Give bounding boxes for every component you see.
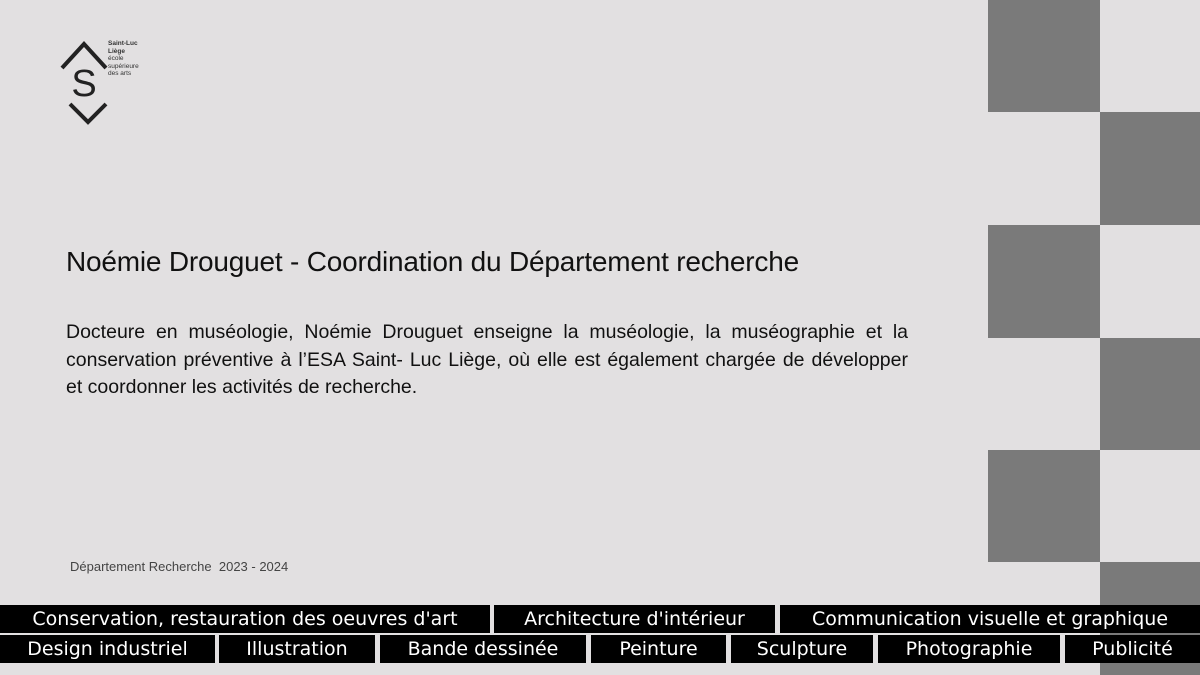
saint-luc-logo-icon (58, 40, 108, 128)
department-tag: Architecture d'intérieur (494, 605, 775, 633)
department-tag: Illustration (219, 635, 375, 663)
logo-city: Liège (108, 47, 125, 55)
department-tag: Sculpture (731, 635, 873, 663)
logo-line3: des arts (108, 70, 132, 77)
logo-wordmark (108, 40, 139, 78)
school-logo (58, 40, 168, 128)
logo-name: Saint-Luc (108, 40, 138, 47)
department-tag: Peinture (591, 635, 726, 663)
checker-square (1100, 338, 1200, 450)
logo-line2: supérieure (108, 62, 139, 70)
departments-row-1 (0, 605, 1200, 633)
footer-note: Département Recherche 2023 - 2024 (70, 559, 289, 574)
department-tag: Design industriel (0, 635, 215, 663)
checker-square (988, 0, 1100, 112)
checker-square (988, 225, 1100, 338)
checker-square (988, 450, 1100, 562)
logo-line1: école (108, 55, 124, 62)
slide-title: Noémie Drouguet - Coordination du Département recherche (66, 246, 799, 277)
slide-body: Docteure en muséologie, Noémie Drouguet enseigne la muséologie, la muséographie et la conservation préventive à l’ESA Saint- Luc Liège, où elle est également chargée de développer et coordonner les activités de recherche. (66, 321, 908, 398)
checker-square (1100, 112, 1200, 225)
department-tag: Publicité (1065, 635, 1200, 663)
department-tag: Conservation, restauration des oeuvres d'art (0, 605, 490, 633)
department-tag: Communication visuelle et graphique (780, 605, 1200, 633)
departments-row-2 (0, 635, 1200, 663)
department-tag: Photographie (878, 635, 1060, 663)
logo-letter: S (71, 63, 97, 105)
department-tag: Bande dessinée (380, 635, 586, 663)
